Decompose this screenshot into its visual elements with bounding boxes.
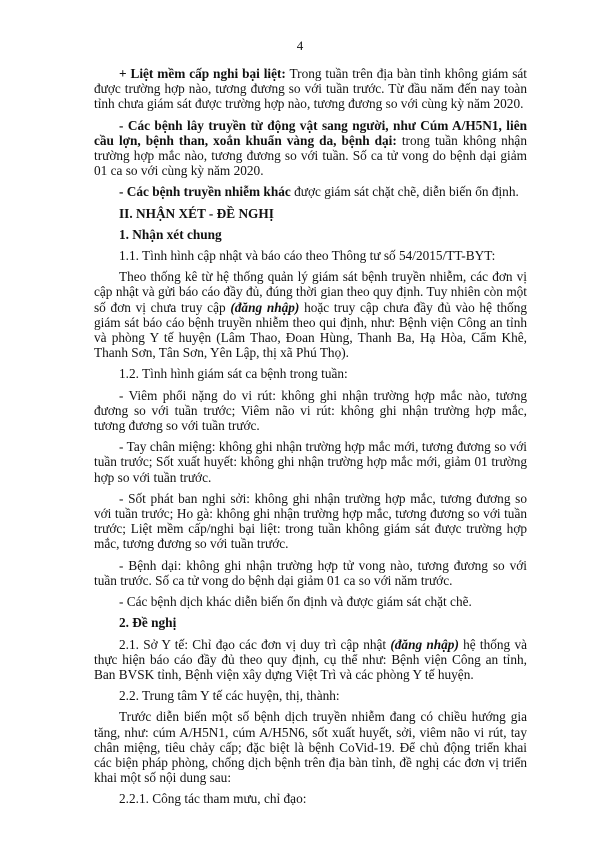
paragraph-2-1 (94, 637, 527, 683)
afp-text: Trong tuần trên địa bàn tỉnh không giám sát được trường hợp nào, tương đương so với tuần trước. Từ đầu năm đến nay toàn tỉnh chưa giám sát được trường hợp nào, tương đương so với cùng kỳ năm 2020. (94, 66, 527, 112)
paragraph-pneumonia: - Viêm phổi nặng do vi rút: không ghi nhận trường hợp mắc nào, tương đương so với tuần trước; Viêm não vi rút: không ghi nhận trường hợp mắc, tương đương so với tuần trước. (94, 387, 527, 434)
paragraph-other-epidemics: - Các bệnh dịch khác diễn biến ổn định và được giám sát chặt chẽ. (119, 594, 472, 610)
other-lead: - Các bệnh truyền nhiễm khác (119, 184, 291, 200)
stats-text-a: Theo thống kê từ hệ thống quản lý giám sát bệnh truyền nhiễm, các đơn vị cập nhật và gửi báo cáo đầy đủ, đúng thời gian theo quy định. Tuy nhiên còn một số đơn vị chưa truy cập (94, 269, 527, 315)
subsection-heading-1 (94, 227, 527, 242)
other-text: được giám sát chặt chẽ, diễn biến ổn định. (290, 184, 519, 200)
stats-text-b: hoặc truy cập chưa đầy đủ vào hệ thống giám sát báo cáo bệnh truyền nhiễm theo qui định, như: Bệnh viện Công an tỉnh và phòng Y tế huyện (Lâm Thao, Đoan Hùng, Thanh Ba, Hạ Hòa, Cẩm Khê, Thanh Sơn, Tân Sơn, Yên Lập, thị xã Phú Thọ). (94, 299, 527, 361)
p21-text-a: 2.1. Sở Y tế: Chỉ đạo các đơn vị duy trì cập nhật (119, 636, 391, 652)
section-heading (94, 206, 527, 221)
document-body (94, 66, 527, 813)
zoonotic-lead: - Các bệnh lây truyền từ động vật sang người, như Cúm A/H5N1, liên cầu lợn, bệnh than, xoắn khuẩn vàng da, bệnh dại: (94, 117, 527, 148)
subsection-heading-2-text: 2. Đề nghị (119, 615, 177, 631)
zoonotic-text: trong tuần không nhận trường hợp mắc nào, tương đương so với tuần. Số ca tử vong do bệnh dại giảm 01 ca so với cùng kỳ năm 2020. (94, 132, 527, 179)
page-number: 4 (296, 38, 304, 53)
section-heading-text: II. NHẬN XÉT - ĐỀ NGHỊ (119, 205, 274, 221)
paragraph-other-diseases (94, 184, 527, 199)
paragraph-afp (94, 66, 527, 112)
subsection-heading-2 (94, 615, 527, 630)
afp-lead: + Liệt mềm cấp nghi bại liệt: (119, 66, 286, 81)
paragraph-trends: Trước diễn biến một số bệnh dịch truyền nhiễm đang có chiều hướng gia tăng, như: cúm A/H5N1, cúm A/H5N6, sốt xuất huyết, sởi, viêm não vi rút, tay chân miệng, tiêu chảy cấp; đặc biệt là bệnh CoVid-19. Để chủ động triển khai các biện pháp phòng, chống dịch bệnh trên địa bàn tỉnh, đề nghị các đơn vị triển khai một số nội dung sau: (94, 709, 527, 786)
subsection-heading-1-text: 1. Nhận xét chung (119, 226, 222, 242)
paragraph-1-2: 1.2. Tình hình giám sát ca bệnh trong tuần: (119, 366, 348, 382)
paragraph-2-2: 2.2. Trung tâm Y tế các huyện, thị, thành: (119, 688, 340, 704)
p21-emphasis: (đăng nhập) (390, 636, 459, 652)
stats-emphasis: (đăng nhập) (230, 299, 300, 315)
paragraph-1-1: 1.1. Tình hình cập nhật và báo cáo theo Thông tư số 54/2015/TT-BYT: (119, 248, 496, 264)
paragraph-hfmd: - Tay chân miệng: không ghi nhận trường hợp mắc mới, tương đương so với tuần trước; Sốt xuất huyết: không ghi nhận trường hợp mắc mới, giảm 01 trường hợp so với tuần trước. (94, 439, 527, 485)
p21-text-b: hệ thống và thực hiện báo cáo đầy đủ theo quy định, cụ thể như: Bệnh viện Công an tỉnh, Ban BVSK tỉnh, Bệnh viện xây dựng Việt Trì và các phòng Y tế huyện. (94, 636, 527, 682)
paragraph-zoonotic (94, 118, 527, 179)
paragraph-rabies: - Bệnh dại: không ghi nhận trường hợp tử vong nào, tương đương so với tuần trước. Số ca tử vong do bệnh dại giảm 01 ca so với năm trước. (94, 557, 527, 588)
paragraph-statistics (94, 269, 527, 360)
paragraph-2-2-1: 2.2.1. Công tác tham mưu, chỉ đạo: (119, 791, 307, 807)
paragraph-measles: - Sốt phát ban nghi sởi: không ghi nhận trường hợp mắc, tương đương so với tuần trước; Ho gà: không ghi nhận trường hợp mắc, tương đương so với tuần trước; Liệt mềm cấp/nghi bại liệt: trong tuần không giám sát được trường hợp mắc, tương đương so với tuần trước. (94, 490, 527, 552)
